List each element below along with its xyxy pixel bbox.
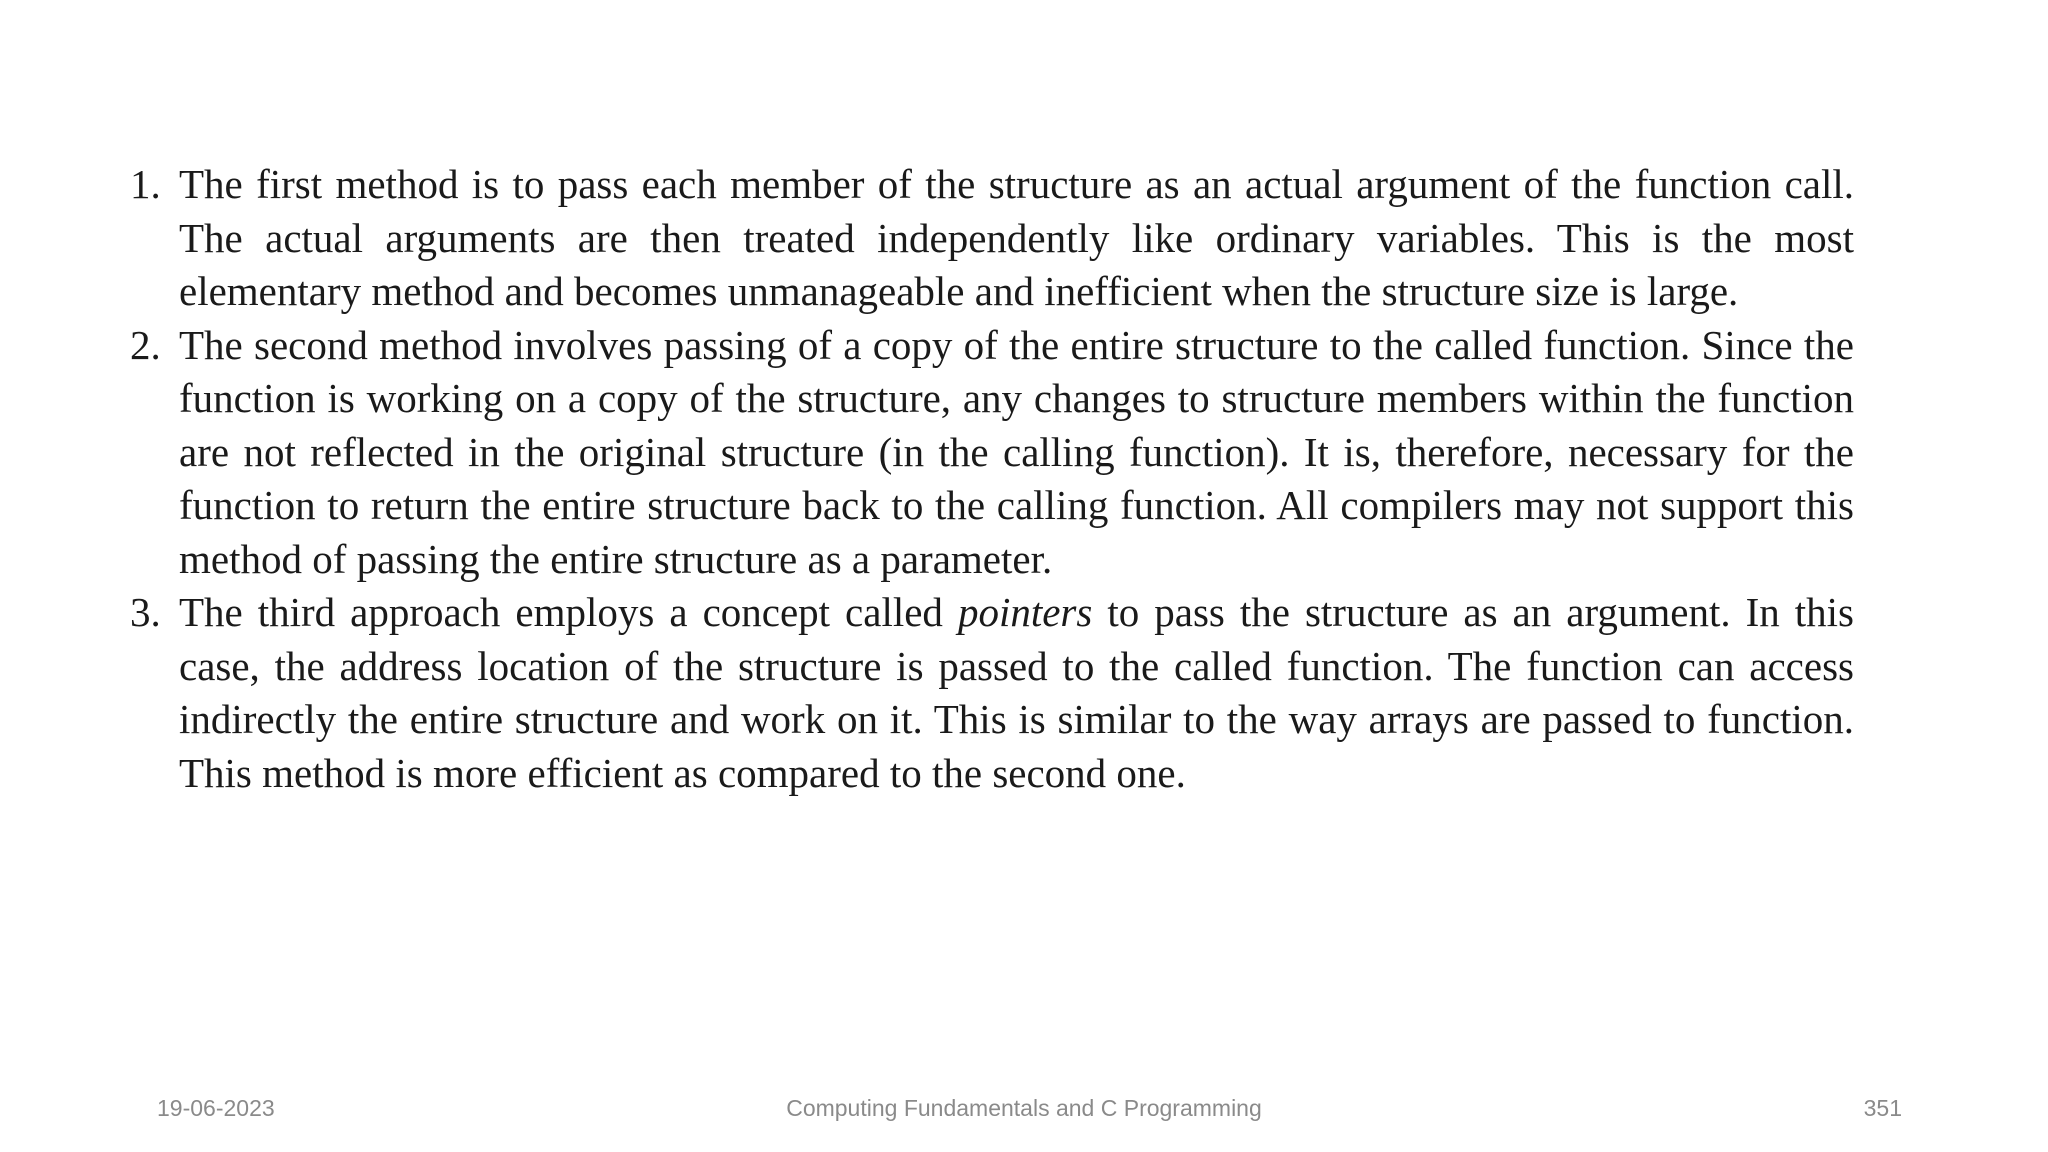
list-item-text [179, 586, 1854, 800]
list-item [130, 158, 1854, 319]
list-item-number: 3. [130, 589, 161, 635]
emphasized-term: pointers [957, 589, 1093, 635]
text-before-emphasis: The third approach employs a concept called [179, 589, 958, 635]
list-item-text: The second method involves passing of a copy of the entire structure to the called function. Since the function is working on a copy of the structure, any changes to structure members within the function are not reflected in the original structure (in the calling function). It is, therefore, necessary for the function to return the entire structure back to the calling function. All compilers may not support this method of passing the entire structure as a parameter. [179, 321, 1854, 582]
list-item [130, 586, 1854, 800]
list-item-text: The first method is to pass each member of the structure as an actual argument of the function call. The actual arguments are then treated independently like ordinary variables. This is the most elementary method and becomes unmanageable and inefficient when the structure size is large. [179, 161, 1854, 314]
text-after-emphasis: to pass the structure as an argument. In this case, the address location of the structure is passed to the called function. The function can access indirectly the entire structure and work on it. This is similar to the way arrays are passed to function. This method is more efficient as compared to the second one. [179, 589, 1854, 796]
footer-page-number: 351 [1863, 1095, 1902, 1121]
list-item-number: 1. [130, 161, 161, 207]
list-item-number: 2. [130, 321, 161, 368]
footer-date: 19-06-2023 [157, 1095, 275, 1121]
method-list [130, 158, 1854, 800]
list-item [130, 319, 1854, 587]
footer-title: Computing Fundamentals and C Programming [786, 1095, 1262, 1121]
